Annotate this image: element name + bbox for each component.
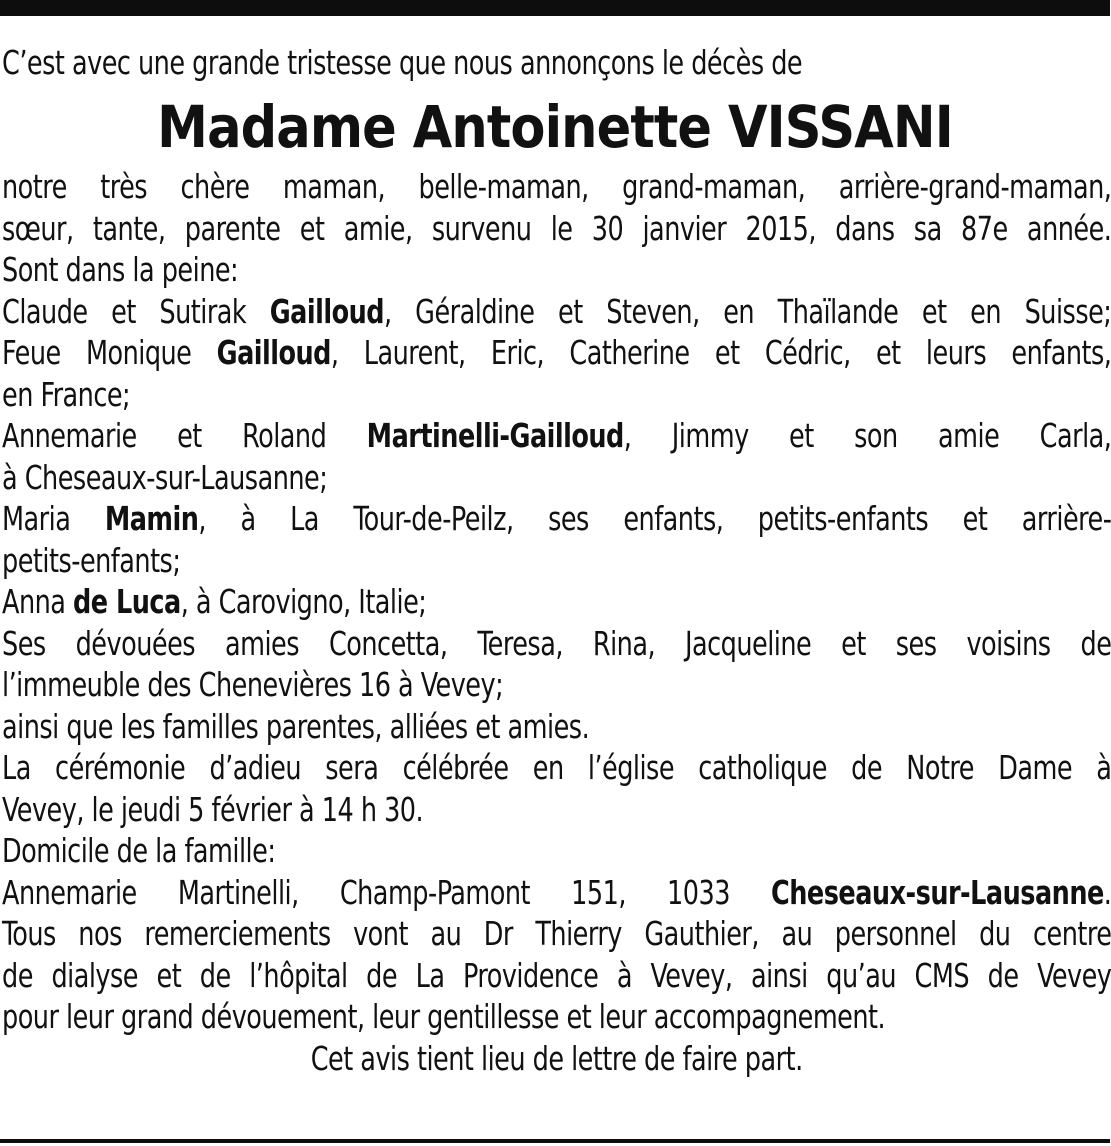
family-name: Martinelli-Gailloud <box>366 416 624 455</box>
domicile-address: Annemarie Martinelli, Champ-Pamont 151, 1033 Cheseaux-sur-Lausanne. <box>2 872 1111 912</box>
mourner-line-continued: à Cheseaux-sur-Lausanne; <box>2 457 328 497</box>
obituary-notice <box>0 42 1110 1079</box>
domicile-town: Cheseaux-sur-Lausanne <box>771 872 1104 912</box>
mourner-line: Annemarie et Roland Martinelli-Gailloud, Jimmy et son amie Carla, <box>2 416 1111 455</box>
mourner-line: Anna de Luca, à Carovigno, Italie; <box>2 582 427 621</box>
mourner-line: Feue Monique Gailloud, Laurent, Eric, Catherine et Cédric, et leurs enfants, <box>2 333 1111 372</box>
notice-body <box>2 166 1111 1079</box>
thanks-line: pour leur grand dévouement, leur gentillesse et leur accompagnement. <box>2 997 886 1036</box>
ceremony-line: La cérémonie d’adieu sera célébrée en l’église catholique de Notre Dame à <box>2 748 1111 787</box>
family-name: Gailloud <box>269 291 385 331</box>
intro-sentence: C’est avec une grande tristesse que nous annonçons le décès de <box>2 43 803 82</box>
mourner-line-continued: petits-enfants; <box>2 540 181 580</box>
thanks-line: de dialyse et de l’hôpital de La Providence à Vevey, ainsi qu’au CMS de Vevey <box>2 955 1111 995</box>
relation-line: sœur, tante, parente et amie, survenu le 30 janvier 2015, dans sa 87e année. <box>2 208 1111 248</box>
mourner-line: ainsi que les familles parentes, alliées et amies. <box>2 706 590 746</box>
mourners-heading: Sont dans la peine: <box>2 250 239 289</box>
bottom-border-rule <box>0 1139 1110 1143</box>
family-name: Gailloud <box>216 333 331 372</box>
family-name: Mamin <box>104 499 199 538</box>
ceremony-line: Vevey, le jeudi 5 février à 14 h 30. <box>2 789 424 829</box>
top-border-rule <box>0 0 1110 16</box>
domicile-heading: Domicile de la famille: <box>2 831 276 870</box>
relation-line: notre très chère maman, belle-maman, grand-maman, arrière-grand-maman, <box>2 167 1111 206</box>
mourner-line-continued: l’immeuble des Chenevières 16 à Vevey; <box>2 665 504 704</box>
deceased-name: Madame Antoinette VISSANI <box>157 93 953 161</box>
mourner-line-continued: en France; <box>2 374 131 414</box>
closing-line: Cet avis tient lieu de lettre de faire part. <box>310 1038 803 1078</box>
family-name: de Luca <box>73 582 181 621</box>
mourner-line: Maria Mamin, à La Tour-de-Peilz, ses enfants, petits-enfants et arrière- <box>2 499 1111 538</box>
mourner-line: Claude et Sutirak Gailloud, Géraldine et Steven, en Thaïlande et en Suisse; <box>2 291 1111 331</box>
thanks-line: Tous nos remerciements vont au Dr Thierry Gauthier, au personnel du centre <box>2 914 1111 953</box>
mourner-line: Ses dévouées amies Concetta, Teresa, Rina, Jacqueline et ses voisins de <box>2 623 1111 663</box>
